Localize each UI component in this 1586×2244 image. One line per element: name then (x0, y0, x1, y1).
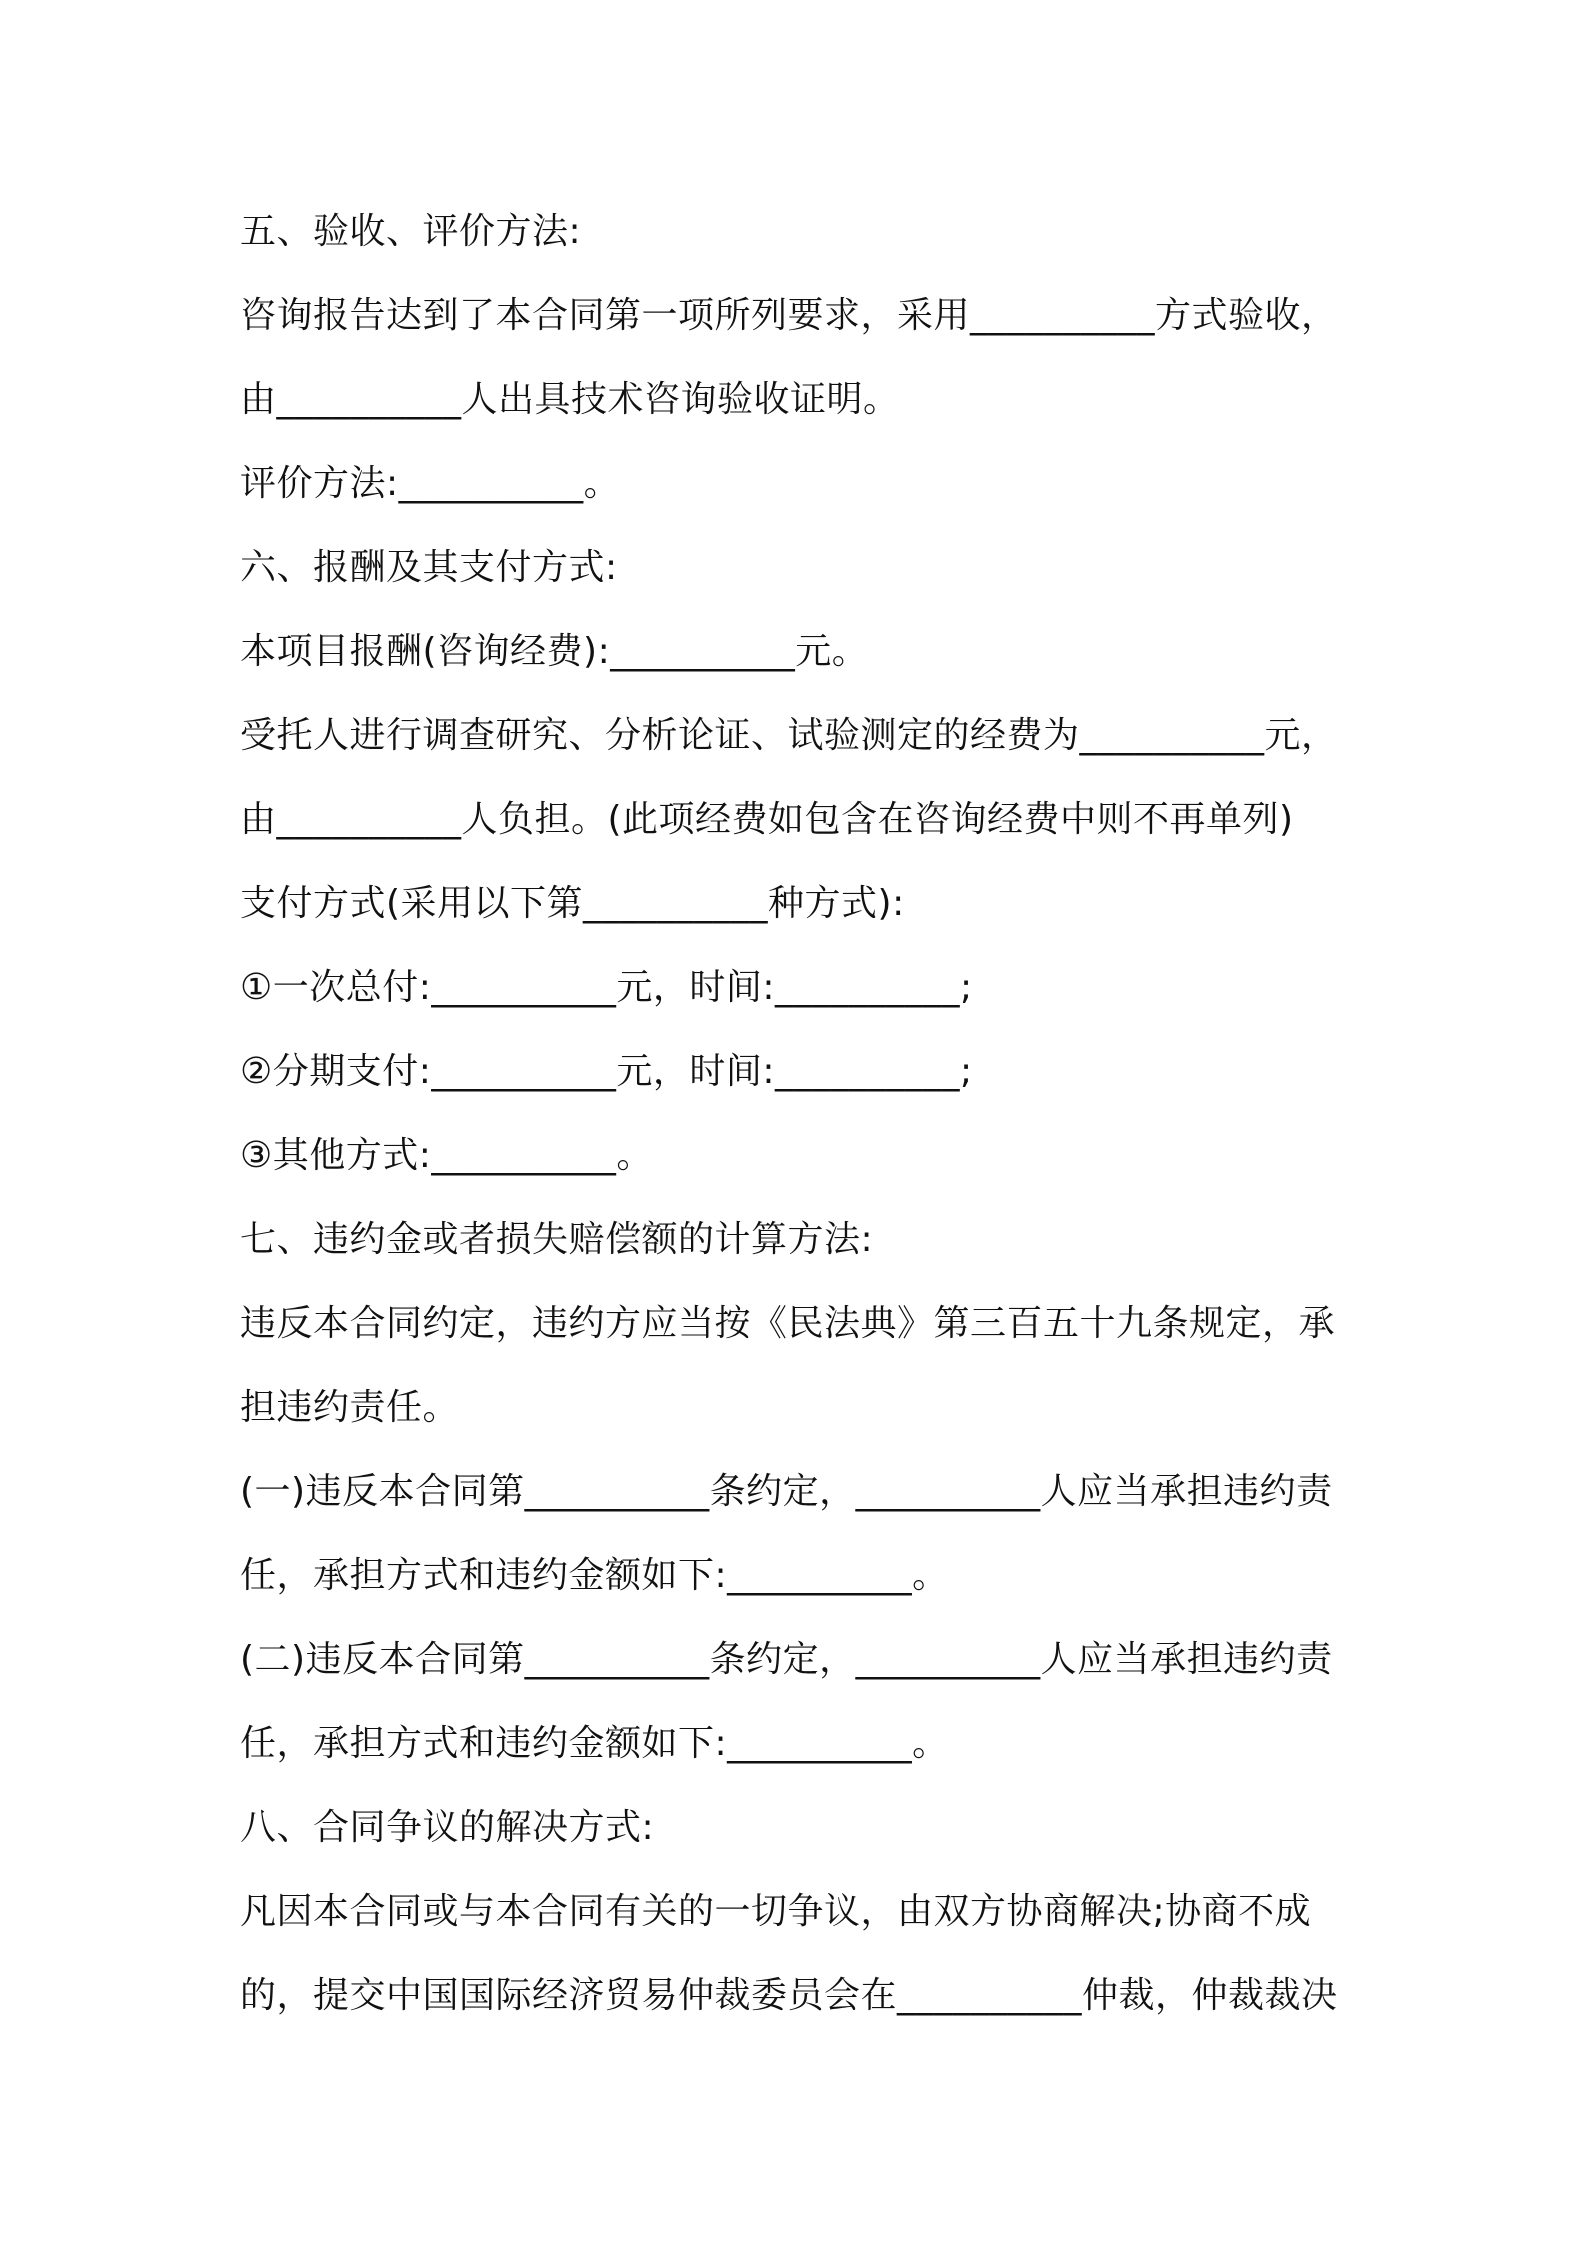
evaluation-method-line: 评价方法:__________。 (240, 463, 621, 504)
payment-option-2: ②分期支付:__________元，时间:__________; (240, 1051, 973, 1092)
payment-option-3: ③其他方式:__________。 (240, 1135, 653, 1176)
breach-item-2-line-1: (二)违反本合同第__________条约定，__________人应当承担违约责 (240, 1639, 1333, 1680)
breach-item-1-line-1: (一)违反本合同第__________条约定，__________人应当承担违约责 (240, 1471, 1333, 1512)
breach-item-2-line-2: 任，承担方式和违约金额如下:__________。 (240, 1723, 949, 1764)
research-fee-line-2: 由__________人负担。(此项经费如包含在咨询经费中则不再单列) (240, 799, 1294, 840)
breach-clause-line-2: 担违约责任。 (240, 1387, 460, 1428)
research-fee-line-1: 受托人进行调查研究、分析论证、试验测定的经费为__________元， (240, 715, 1338, 756)
section-8-heading: 八、合同争议的解决方式: (240, 1807, 655, 1848)
dispute-resolution-line-2: 的，提交中国国际经济贸易仲裁委员会在__________仲裁，仲裁裁决 (240, 1975, 1338, 2016)
dispute-resolution-line-1: 凡因本合同或与本合同有关的一切争议，由双方协商解决;协商不成 (240, 1891, 1312, 1932)
payment-method-line: 支付方式(采用以下第__________种方式): (240, 883, 905, 924)
contract-text (240, 190, 1370, 2038)
breach-item-1-line-2: 任，承担方式和违约金额如下:__________。 (240, 1555, 949, 1596)
payment-option-1: ①一次总付:__________元，时间:__________; (240, 967, 973, 1008)
project-fee-line: 本项目报酬(咨询经费):__________元。 (240, 631, 869, 672)
acceptance-method-line-2: 由__________人出具技术咨询验收证明。 (240, 379, 900, 420)
section-6-heading: 六、报酬及其支付方式: (240, 547, 618, 588)
breach-clause-line-1: 违反本合同约定，违约方应当按《民法典》第三百五十九条规定，承 (240, 1303, 1336, 1344)
acceptance-method-line-1: 咨询报告达到了本合同第一项所列要求，采用__________方式验收， (240, 295, 1338, 336)
section-7-heading: 七、违约金或者损失赔偿额的计算方法: (240, 1219, 874, 1260)
section-5-heading: 五、验收、评价方法: (240, 211, 582, 252)
